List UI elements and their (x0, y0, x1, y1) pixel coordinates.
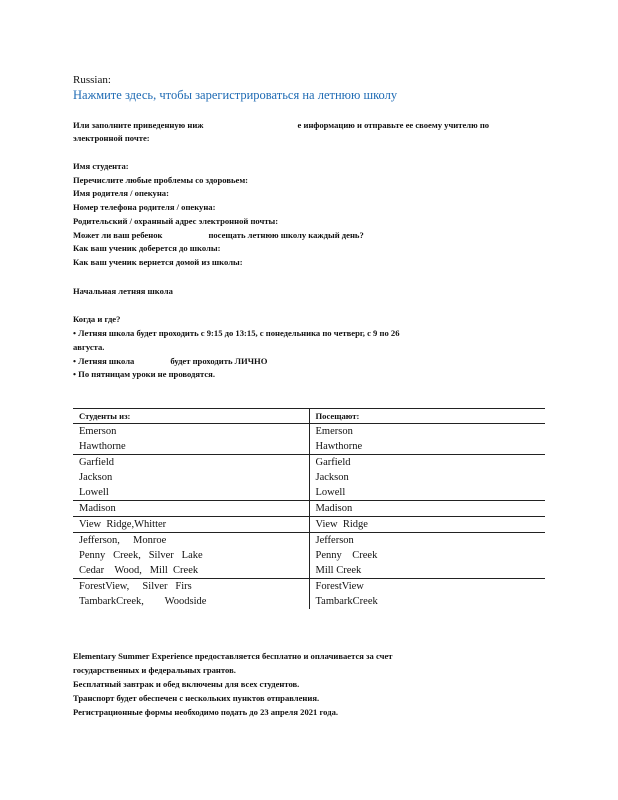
section-title: Начальная летняя школа (73, 286, 173, 296)
field-attend-part-b: посещать летнюю школу каждый день? (208, 230, 364, 240)
intro-line-2: электронной почте: (73, 133, 150, 143)
attend-school-line: Mill Creek (315, 565, 362, 576)
cell-attend (309, 501, 545, 517)
from-school-line: Madison (79, 503, 116, 514)
field-attend-daily (73, 230, 364, 240)
when-where-heading: Когда и где? (73, 314, 121, 324)
attend-school-line: Jackson (315, 472, 349, 483)
attend-school-line: Jefferson (315, 535, 354, 546)
from-school-line: Lowell (79, 487, 109, 498)
attend-school-line: Emerson (315, 426, 353, 437)
bullet-schedule: • Летняя школа будет проходить с 9:15 до 13:15, с понедельника по четверг, с 9 по 26 (73, 328, 400, 338)
cell-attend (309, 517, 545, 533)
field-health: Перечислите любые проблемы со здоровьем: (73, 175, 249, 185)
from-school-line: TambarkCreek, Woodside (79, 596, 207, 607)
from-school-line: Cedar Wood, Mill Creek (79, 565, 199, 576)
field-parent-email: Родительский / охранный адрес электронной почты: (73, 216, 279, 226)
attend-school-line: Penny Creek (315, 550, 378, 561)
cell-students-from (73, 579, 309, 610)
attend-school-line: Lowell (315, 487, 346, 498)
col-header-from: Студенты из: (79, 411, 131, 421)
bullet-in-person (73, 356, 267, 366)
intro-line-1 (73, 120, 489, 130)
bullet-in-person-b: будет проходить ЛИЧНО (170, 356, 268, 366)
field-student-name: Имя студента: (73, 161, 129, 171)
bullet-schedule-cont: августа. (73, 342, 105, 352)
cell-students-from (73, 533, 309, 579)
field-from-school: Как ваш ученик вернется домой из школы: (73, 257, 243, 267)
from-school-line: Garfield (79, 457, 114, 468)
attend-school-line: TambarkCreek (315, 596, 378, 607)
attend-school-line: ForestView (315, 581, 364, 592)
bullet-no-fridays: • По пятницам уроки не проводятся. (73, 369, 215, 379)
from-school-line: Jefferson, Monroe (79, 535, 167, 546)
table-row (73, 533, 545, 579)
field-parent-name: Имя родителя / опекуна: (73, 188, 169, 198)
table-row (73, 517, 545, 533)
register-link[interactable]: Нажмите здесь, чтобы зарегистрироваться на летнюю школу (73, 88, 398, 102)
from-school-line: Emerson (79, 426, 117, 437)
from-school-line: View Ridge,Whitter (79, 519, 167, 530)
field-parent-phone: Номер телефона родителя / опекуна: (73, 202, 216, 212)
language-label: Russian: (73, 74, 111, 86)
cell-students-from (73, 455, 309, 501)
cell-students-from (73, 501, 309, 517)
footer-line-2: государственных и федеральных грантов. (73, 665, 236, 675)
schools-table (73, 408, 545, 609)
attend-school-line: Madison (315, 503, 353, 514)
footer-line-5: Регистрационные формы необходимо подать до 23 апреля 2021 года. (73, 707, 339, 717)
bullet-in-person-a: • Летняя школа (73, 356, 135, 366)
footer-line-1: Elementary Summer Experience предоставляется бесплатно и оплачивается за счет (73, 651, 393, 661)
intro-text-part2: е информацию и отправьте ее своему учителю по (297, 120, 490, 130)
from-school-line: ForestView, Silver Firs (79, 581, 192, 592)
table-row (73, 579, 545, 610)
table-header-row (73, 409, 545, 424)
from-school-line: Jackson (79, 472, 113, 483)
table-row (73, 501, 545, 517)
cell-attend (309, 579, 545, 610)
attend-school-line: Hawthorne (315, 441, 363, 452)
intro-text-part1: Или заполните приведенную ниж (73, 120, 204, 130)
footer-line-3: Бесплатный завтрак и обед включены для всех студентов. (73, 679, 300, 689)
field-to-school: Как ваш ученик доберется до школы: (73, 243, 221, 253)
field-attend-part-a: Может ли ваш ребенок (73, 230, 163, 240)
cell-students-from (73, 424, 309, 455)
attend-school-line: Garfield (315, 457, 351, 468)
cell-students-from (73, 517, 309, 533)
col-header-attend: Посещают: (315, 411, 360, 421)
attend-school-line: View Ridge (315, 519, 368, 530)
from-school-line: Hawthorne (79, 441, 126, 452)
table-row (73, 424, 545, 455)
cell-attend (309, 533, 545, 579)
table-row (73, 455, 545, 501)
from-school-line: Penny Creek, Silver Lake (79, 550, 203, 561)
cell-attend (309, 455, 545, 501)
footer-line-4: Транспорт будет обеспечен с нескольких пунктов отправления. (73, 693, 320, 703)
cell-attend (309, 424, 545, 455)
